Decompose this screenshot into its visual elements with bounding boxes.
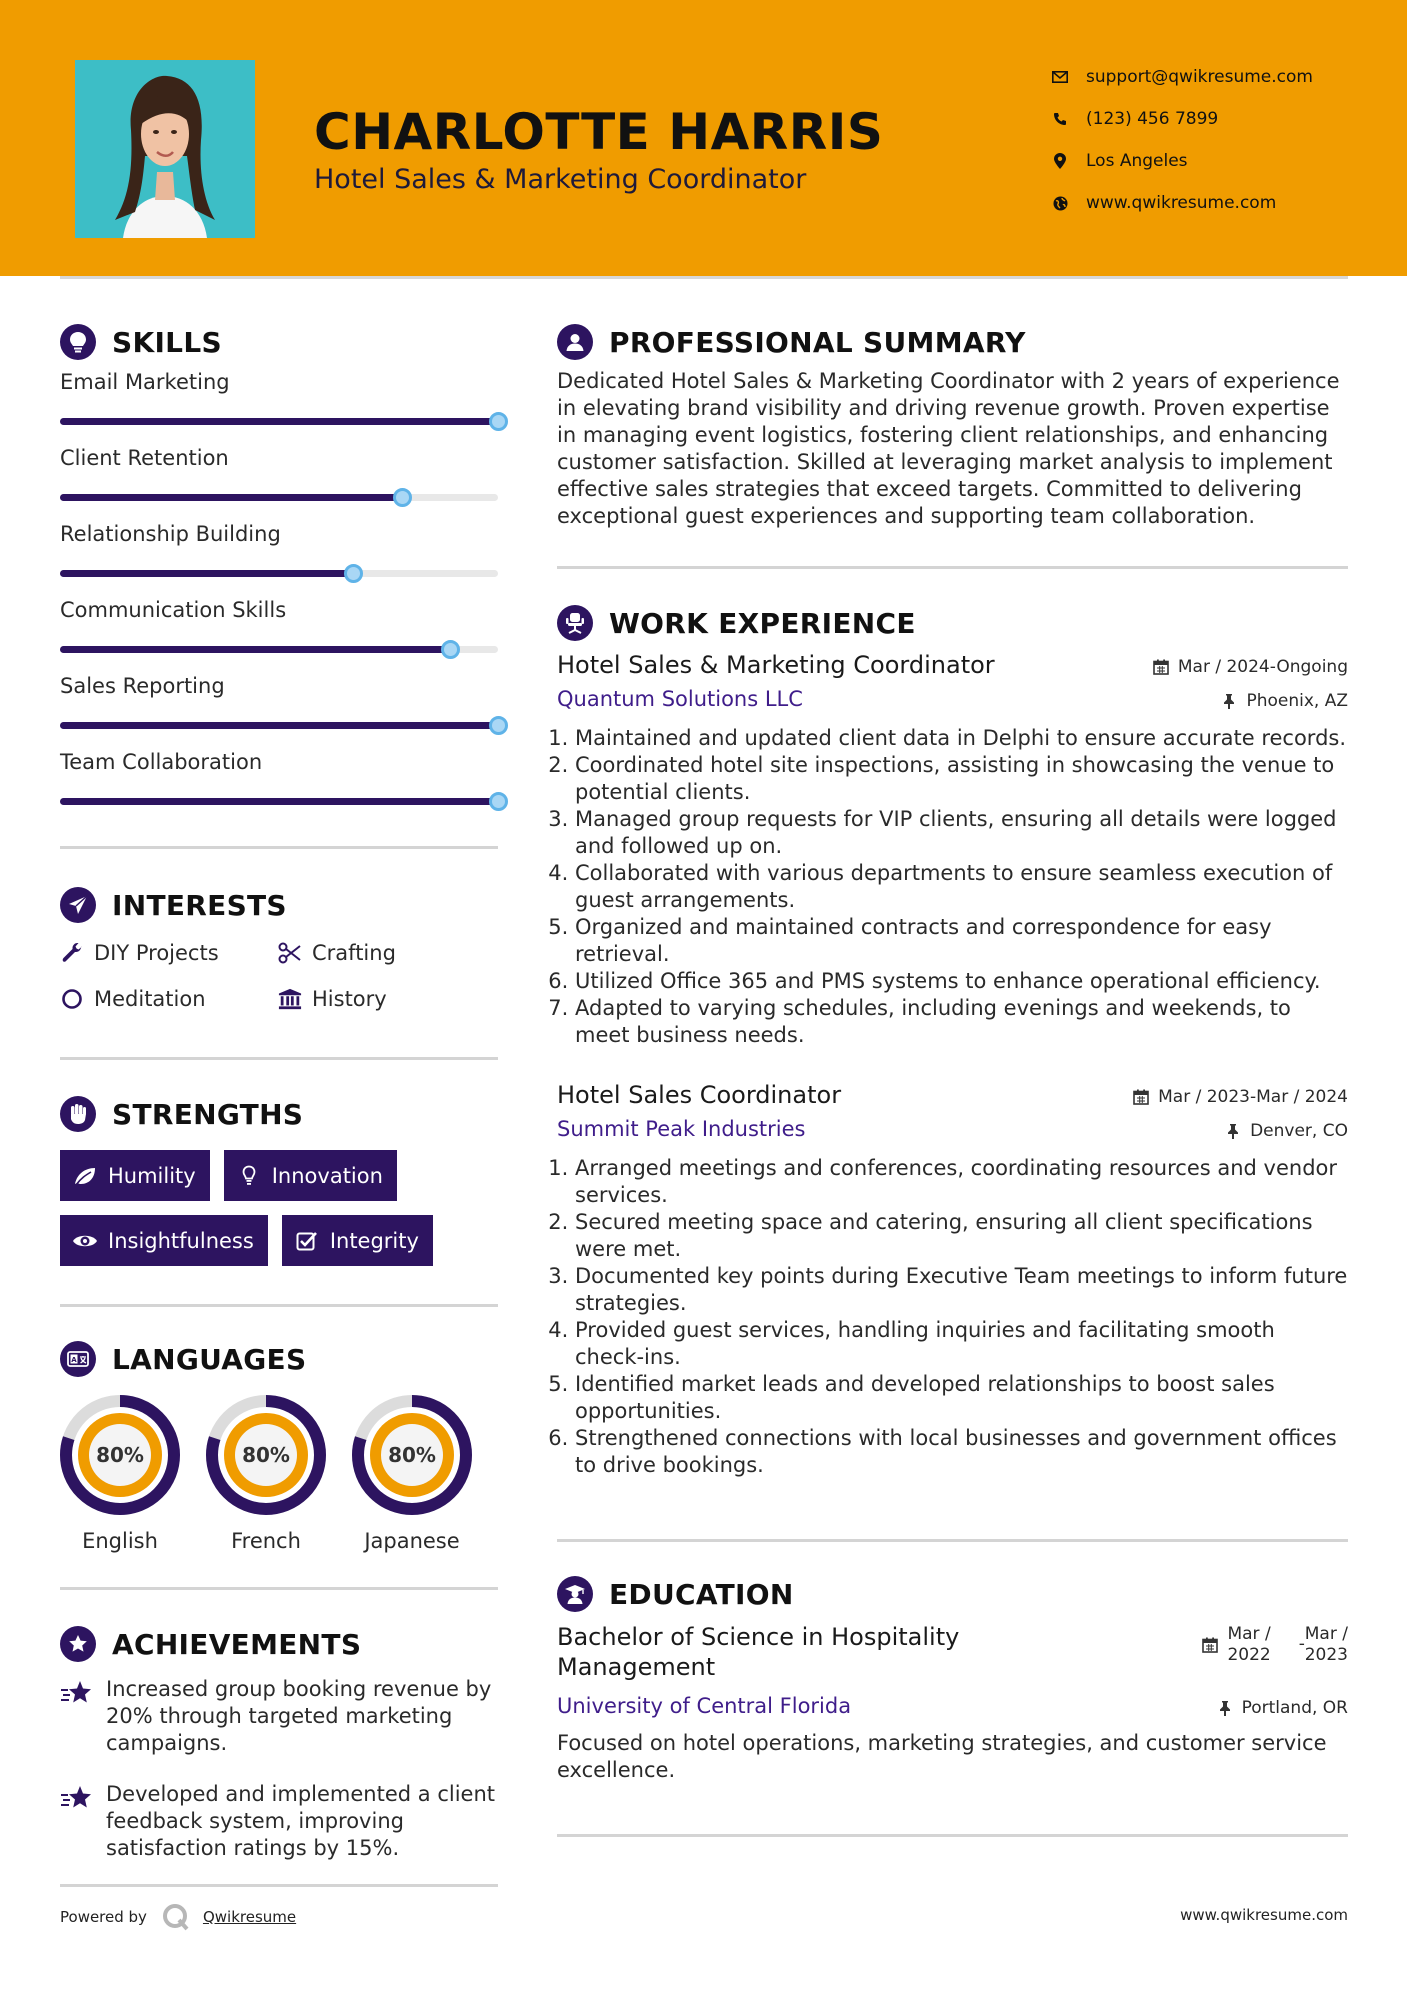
skill-bar-fill	[60, 722, 498, 729]
duty-item: 2. Coordinated hotel site inspections, assisting in showcasing the venue to potential clients.	[575, 752, 1348, 806]
duty-item: 4. Provided guest services, handling inquiries and facilitating smooth check-ins.	[575, 1317, 1348, 1371]
achievements-list	[60, 1668, 498, 1862]
skill-item	[60, 748, 498, 824]
skill-bar-fill	[60, 646, 450, 653]
language-ring	[352, 1395, 472, 1515]
strength-badge	[224, 1150, 397, 1201]
education-start-year: 2022	[1227, 1645, 1271, 1665]
language-ring	[206, 1395, 326, 1515]
skill-item	[60, 596, 498, 672]
profile-photo	[75, 60, 255, 238]
interest-label: Meditation	[94, 987, 206, 1011]
skill-bar-fill	[60, 418, 498, 425]
interest-item	[278, 937, 498, 969]
contact-email-text: support@qwikresume.com	[1086, 67, 1313, 87]
contact-location	[1050, 140, 1380, 182]
language-item	[60, 1395, 180, 1553]
skill-bar-fill	[60, 570, 353, 577]
qwikresume-logo-icon	[161, 1902, 191, 1932]
paper-plane-icon	[60, 887, 96, 923]
interest-label: Crafting	[312, 941, 396, 965]
education-degree: Bachelor of Science in Hospitality Management	[557, 1623, 960, 1681]
footer-powered-by	[60, 1902, 296, 1932]
strengths-list	[60, 1138, 498, 1266]
raised-fist-icon	[60, 1096, 96, 1132]
job-title: Hotel Sales & Marketing Coordinator	[557, 651, 995, 679]
pushpin-icon	[1220, 692, 1238, 710]
experience-title: WORK EXPERIENCE	[609, 606, 916, 640]
section-divider	[60, 1057, 498, 1060]
phone-icon	[1050, 109, 1070, 129]
language-percent: 80%	[96, 1443, 144, 1467]
job-duties	[557, 1155, 1348, 1479]
languages-list	[60, 1383, 498, 1553]
skill-bar	[60, 494, 498, 501]
left-column	[60, 318, 498, 1887]
interest-label: DIY Projects	[94, 941, 219, 965]
strength-label: Innovation	[271, 1163, 383, 1188]
skill-bar-knob	[489, 792, 508, 811]
job-location	[1224, 1121, 1348, 1141]
contact-email[interactable]	[1050, 56, 1380, 98]
education-location-text: Portland, OR	[1241, 1698, 1348, 1718]
language-name: Japanese	[364, 1529, 460, 1553]
skill-name: Client Retention	[60, 446, 229, 470]
section-divider	[557, 1834, 1348, 1837]
lightbulb-icon	[60, 324, 96, 360]
strengths-heading	[60, 1090, 498, 1138]
interest-label: History	[312, 987, 387, 1011]
job-title: Hotel Sales Coordinator	[557, 1081, 842, 1109]
map-pin-icon	[1050, 151, 1070, 171]
interests-title: INTERESTS	[112, 888, 287, 922]
calendar-icon	[1132, 1088, 1150, 1106]
duty-item: 6. Strengthened connections with local businesses and government offices to drive bookings.	[575, 1425, 1348, 1479]
duty-item: 4. Collaborated with various departments to ensure seamless execution of guest arrangements.	[575, 860, 1348, 914]
interest-item	[60, 983, 278, 1015]
education-start	[1227, 1624, 1270, 1666]
check-square-icon	[294, 1230, 320, 1252]
star-badge-icon	[60, 1626, 96, 1662]
language-percent: 80%	[242, 1443, 290, 1467]
contact-website-text: www.qwikresume.com	[1086, 193, 1277, 213]
interests-list	[60, 929, 498, 1015]
lightbulb-icon	[236, 1165, 262, 1187]
job-entry	[557, 1081, 1348, 1479]
duty-item: 7. Adapted to varying schedules, including evenings and weekends, to meet business needs.	[575, 995, 1348, 1049]
scissors-icon	[278, 941, 302, 965]
right-column	[557, 318, 1348, 1837]
language-icon	[60, 1341, 96, 1377]
circle-icon	[60, 987, 84, 1011]
education-end-month: Mar /	[1304, 1624, 1348, 1644]
skill-bar	[60, 646, 498, 653]
strength-badge	[60, 1150, 210, 1201]
skill-bar-fill	[60, 494, 402, 501]
education-start-month: Mar /	[1227, 1624, 1271, 1644]
education-end	[1298, 1624, 1348, 1666]
section-divider	[557, 566, 1348, 569]
strength-label: Insightfulness	[108, 1228, 254, 1253]
job-location	[1220, 691, 1348, 711]
strength-label: Humility	[108, 1163, 196, 1188]
duty-item: 3. Managed group requests for VIP clients, ensuring all details were logged and followed up on.	[575, 806, 1348, 860]
skill-item	[60, 368, 498, 444]
contact-phone[interactable]	[1050, 98, 1380, 140]
duty-item: 1. Maintained and updated client data in Delphi to ensure accurate records.	[575, 725, 1348, 752]
education-school: University of Central Florida	[557, 1694, 852, 1718]
contact-list	[1050, 56, 1380, 224]
contact-location-text: Los Angeles	[1086, 151, 1188, 171]
education-dates	[1201, 1624, 1348, 1666]
language-name: French	[231, 1529, 301, 1553]
powered-by-label: Powered by	[60, 1908, 147, 1926]
job-company: Summit Peak Industries	[557, 1117, 806, 1141]
pushpin-icon	[1224, 1122, 1242, 1140]
skill-item	[60, 672, 498, 748]
education-entry	[557, 1622, 1348, 1682]
star-icon	[60, 1676, 94, 1704]
skills-title: SKILLS	[112, 325, 222, 359]
strength-badge	[282, 1215, 433, 1266]
office-chair-icon	[557, 605, 593, 641]
language-percent: 80%	[388, 1443, 436, 1467]
skill-bar	[60, 418, 498, 425]
skill-item	[60, 444, 498, 520]
skill-bar-knob	[441, 640, 460, 659]
education-title: EDUCATION	[609, 1577, 794, 1611]
envelope-icon	[1050, 67, 1070, 87]
language-name: English	[82, 1529, 158, 1553]
qwikresume-link[interactable]: Qwikresume	[202, 1908, 297, 1926]
graduate-icon	[557, 1576, 593, 1612]
star-icon	[60, 1781, 94, 1809]
skill-bar	[60, 570, 498, 577]
skill-bar	[60, 722, 498, 729]
globe-icon	[1050, 193, 1070, 213]
achievement-text: Developed and implemented a client feedback system, improving satisfaction ratings by 15%.	[106, 1782, 496, 1860]
job-location-text: Denver, CO	[1250, 1121, 1348, 1141]
pushpin-icon	[1216, 1699, 1234, 1717]
section-divider	[60, 846, 498, 849]
candidate-name: CHARLOTTE HARRIS	[314, 103, 884, 161]
wrench-icon	[60, 941, 84, 965]
section-divider	[60, 1587, 498, 1590]
svg-text:A: A	[71, 1356, 77, 1364]
footer-website[interactable]: www.qwikresume.com	[1180, 1906, 1348, 1924]
strength-badge	[60, 1215, 268, 1266]
duty-item: 3. Documented key points during Executive Team meetings to inform future strategies.	[575, 1263, 1348, 1317]
achievement-item	[60, 1773, 498, 1862]
skill-name: Sales Reporting	[60, 674, 225, 698]
museum-icon	[278, 987, 302, 1011]
skill-name: Communication Skills	[60, 598, 287, 622]
job-date	[1132, 1087, 1348, 1107]
languages-title: LANGUAGES	[112, 1342, 307, 1376]
experience-heading	[557, 599, 1348, 647]
summary-text: Dedicated Hotel Sales & Marketing Coordinator with 2 years of experience in elevating brand visibility and driving revenue growth. Proven expertise in managing event logistics, fostering client relationships, and enhancing customer satisfaction. Skilled at leveraging market analysis to implement effective sales strategies that exceed targets. Committed to delivering exceptional guest experiences and supporting team collaboration.	[557, 369, 1340, 528]
contact-phone-text: (123) 456 7899	[1086, 109, 1219, 129]
job-date-text: Mar / 2024-Ongoing	[1177, 657, 1348, 677]
achievements-title: ACHIEVEMENTS	[112, 1627, 362, 1661]
summary-heading	[557, 318, 1348, 366]
section-divider	[557, 1539, 1348, 1542]
section-divider	[60, 1884, 498, 1887]
skill-bar-knob	[489, 716, 508, 735]
skill-name: Email Marketing	[60, 370, 230, 394]
leaf-icon	[72, 1165, 98, 1187]
job-duties	[557, 725, 1348, 1049]
duty-item: 5. Identified market leads and developed relationships to boost sales opportunities.	[575, 1371, 1348, 1425]
contact-website[interactable]	[1050, 182, 1380, 224]
language-item	[352, 1395, 472, 1553]
language-ring	[60, 1395, 180, 1515]
language-item	[206, 1395, 326, 1553]
job-company: Quantum Solutions LLC	[557, 687, 803, 711]
education-date-separator: -	[1298, 1634, 1305, 1654]
job-date-text: Mar / 2023-Mar / 2024	[1158, 1087, 1348, 1107]
achievement-item	[60, 1668, 498, 1757]
interest-item	[278, 983, 498, 1015]
languages-heading	[60, 1335, 498, 1383]
duty-item: 2. Secured meeting space and catering, ensuring all client specifications were met.	[575, 1209, 1348, 1263]
job-entry	[557, 651, 1348, 1049]
user-icon	[557, 324, 593, 360]
header-divider	[60, 276, 1348, 279]
summary-title: PROFESSIONAL SUMMARY	[609, 325, 1026, 359]
section-divider	[60, 1304, 498, 1307]
candidate-title: Hotel Sales & Marketing Coordinator	[314, 164, 807, 195]
resume-header	[0, 0, 1407, 276]
skills-list	[60, 366, 498, 824]
skill-bar-knob	[344, 564, 363, 583]
eye-icon	[72, 1230, 98, 1252]
calendar-icon	[1201, 1636, 1219, 1654]
job-date	[1152, 657, 1348, 677]
skills-heading	[60, 318, 498, 366]
skill-name: Relationship Building	[60, 522, 281, 546]
calendar-icon	[1152, 658, 1170, 676]
education-end-year: 2023	[1304, 1645, 1348, 1665]
duty-item: 1. Arranged meetings and conferences, coordinating resources and vendor services.	[575, 1155, 1348, 1209]
interest-item	[60, 937, 278, 969]
achievement-text: Increased group booking revenue by 20% through targeted marketing campaigns.	[106, 1677, 492, 1755]
skill-bar-knob	[393, 488, 412, 507]
duty-item: 5. Organized and maintained contracts and correspondence for easy retrieval.	[575, 914, 1348, 968]
education-description: Focused on hotel operations, marketing strategies, and customer service excellence.	[557, 1731, 1327, 1782]
duty-item: 6. Utilized Office 365 and PMS systems to enhance operational efficiency.	[575, 968, 1348, 995]
skill-bar	[60, 798, 498, 805]
achievements-heading	[60, 1620, 498, 1668]
interests-heading	[60, 881, 498, 929]
skill-bar-fill	[60, 798, 498, 805]
strength-label: Integrity	[329, 1228, 419, 1253]
skill-item	[60, 520, 498, 596]
education-heading	[557, 1570, 1348, 1618]
skill-name: Team Collaboration	[60, 750, 263, 774]
strengths-title: STRENGTHS	[112, 1097, 304, 1131]
education-location	[1216, 1698, 1348, 1718]
skill-bar-knob	[489, 412, 508, 431]
job-location-text: Phoenix, AZ	[1246, 691, 1348, 711]
